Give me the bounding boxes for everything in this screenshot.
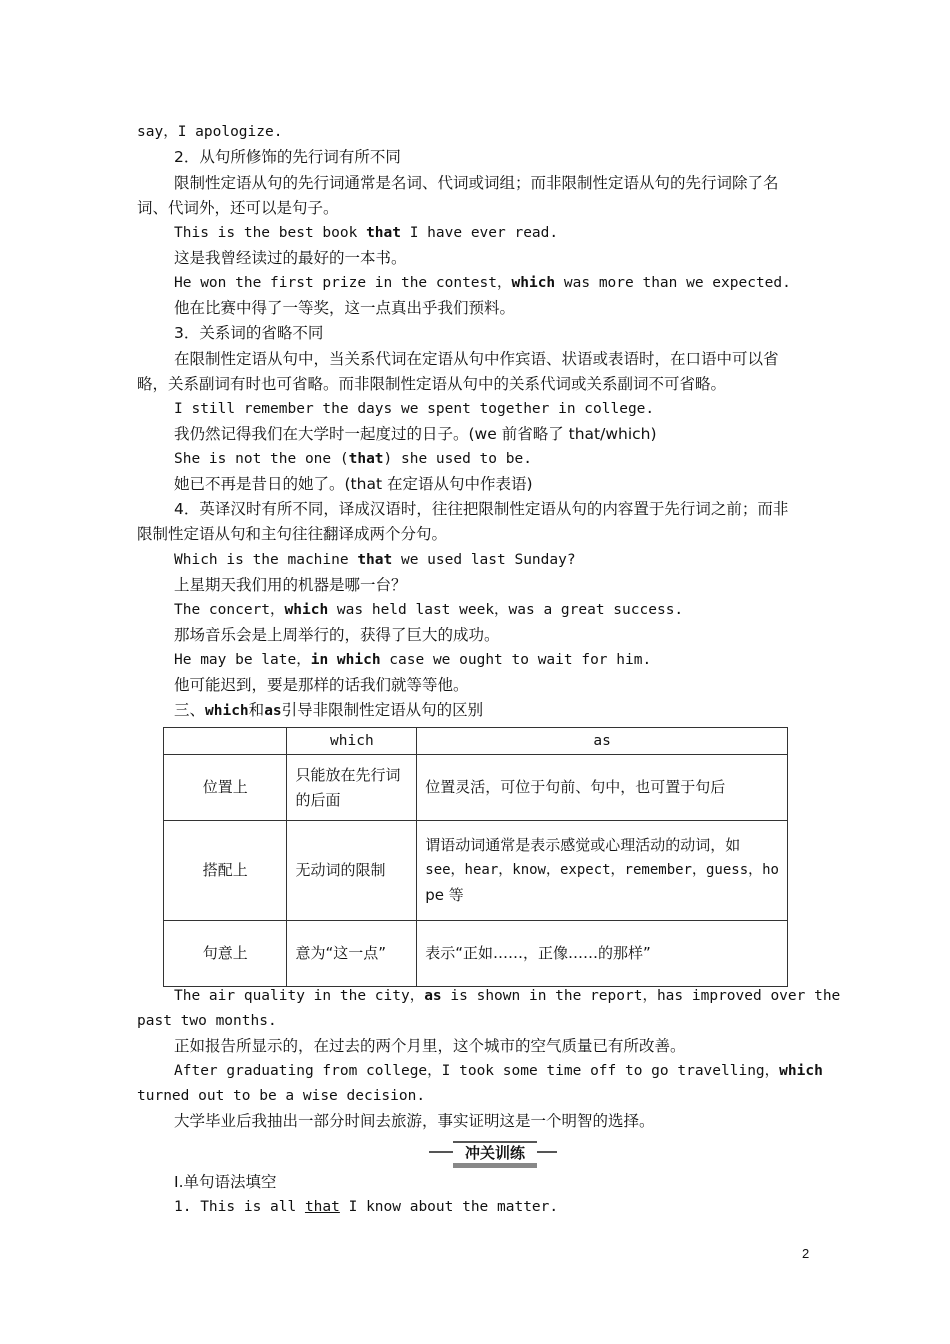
translation: 他在比赛中得了一等奖，这一点真出乎我们预料。 xyxy=(174,299,516,317)
text-line: say，I apologize. xyxy=(137,124,283,140)
example-sentence xyxy=(174,648,817,673)
table-cell: 无动词的限制 xyxy=(287,821,417,921)
text: After graduating from college，I took some time off to go travelling， xyxy=(174,1063,780,1079)
keyword: that xyxy=(348,451,384,467)
example-sentence xyxy=(174,1059,823,1084)
table-cell xyxy=(417,821,788,921)
example-sentence: past two months. xyxy=(137,1013,277,1029)
page-number: 2 xyxy=(802,1246,810,1261)
answer-blank: that xyxy=(304,1199,340,1215)
translation: 上星期天我们用的机器是哪一台？ xyxy=(174,576,407,594)
keyword: as xyxy=(424,988,442,1004)
text: The concert， xyxy=(174,602,285,618)
section-heading: 3．关系词的省略不同 xyxy=(174,324,324,342)
banner-label: 冲关训练 xyxy=(453,1141,537,1168)
text: The air quality in the city， xyxy=(174,988,425,1004)
text: I have ever read. xyxy=(400,225,559,241)
translation: 我仍然记得我们在大学时一起度过的日子。(we 前省略了 that/which) xyxy=(174,425,657,443)
comparison-table xyxy=(163,727,788,987)
banner-rule-right xyxy=(537,1151,557,1153)
keyword: that xyxy=(366,225,401,241)
keyword: in which xyxy=(310,652,381,668)
table-row-head: 句意上 xyxy=(164,921,287,987)
banner-rule-left xyxy=(429,1151,453,1153)
text: 1. This is all xyxy=(174,1199,305,1215)
text: I know about the matter. xyxy=(339,1199,559,1215)
text: is shown in the report，has improved over the xyxy=(441,988,841,1004)
example-sentence xyxy=(174,271,817,296)
translation: 他可能迟到，要是那样的话我们就等等他。 xyxy=(174,676,469,694)
section-heading xyxy=(174,698,817,724)
cell-line: pe 等 xyxy=(425,886,464,904)
example-sentence xyxy=(174,598,817,623)
text: 和 xyxy=(248,701,265,719)
table-header-cell: which xyxy=(287,728,417,755)
translation: 那场音乐会是上周举行的，获得了巨大的成功。 xyxy=(174,626,500,644)
table-row xyxy=(164,921,788,987)
cell-line: 谓语动词通常是表示感觉或心理活动的动词，如 xyxy=(425,836,741,854)
keyword: which xyxy=(779,1063,823,1079)
table-row-head: 搭配上 xyxy=(164,821,287,921)
cell-line: see，hear，know，expect，remember，guess，ho xyxy=(425,862,779,878)
example-sentence xyxy=(174,221,817,246)
translation: 她已不再是昔日的她了。(that 在定语从句中作表语) xyxy=(174,475,533,493)
translation: 大学毕业后我抽出一部分时间去旅游，事实证明这是一个明智的选择。 xyxy=(174,1112,655,1130)
exercise-section-title: Ⅰ.单句语法填空 xyxy=(174,1173,277,1191)
table-row-head: 位置上 xyxy=(164,755,287,821)
text: He won the first prize in the contest， xyxy=(174,275,512,291)
exercise-question xyxy=(174,1195,817,1220)
keyword: which xyxy=(511,275,556,291)
section-heading: 4．英译汉时有所不同，译成汉语时，往往把限制性定语从句的内容置于先行词之前；而非 xyxy=(174,500,789,518)
example-sentence: I still remember the days we spent together in college. xyxy=(174,401,655,417)
table-cell: 表示“正如……，正像……的那样” xyxy=(417,921,788,987)
table-row xyxy=(164,821,788,921)
table-cell xyxy=(164,728,287,755)
text-line: 略，关系副词有时也可省略。而非限制性定语从句中的关系代词或关系副词不可省略。 xyxy=(137,375,727,393)
text: case we ought to wait for him. xyxy=(380,652,652,668)
text: 三、 xyxy=(174,701,206,719)
table-cell: 只能放在先行词的后面 xyxy=(287,755,417,821)
text: He may be late， xyxy=(174,652,311,668)
text: ) she used to be. xyxy=(383,451,532,467)
table-cell: 位置灵活，可位于句前、句中，也可置于句后 xyxy=(417,755,788,821)
text: She is not the one ( xyxy=(174,451,349,467)
example-sentence xyxy=(174,447,817,472)
keyword: which xyxy=(284,602,329,618)
section-heading: 2．从句所修饰的先行词有所不同 xyxy=(174,148,401,166)
text-line: 在限制性定语从句中，当关系代词在定语从句中作宾语、状语或表语时，在口语中可以省 xyxy=(174,350,779,368)
text: we used last Sunday? xyxy=(392,552,576,568)
practice-banner xyxy=(429,1139,557,1165)
example-sentence xyxy=(174,984,841,1009)
keyword: as xyxy=(264,703,282,719)
text: This is the best book xyxy=(174,225,367,241)
table-header-row xyxy=(164,728,788,755)
table-row xyxy=(164,755,788,821)
text-line: 限制性定语从句和主句往往翻译成两个分句。 xyxy=(137,525,448,543)
keyword: that xyxy=(357,552,393,568)
table-header-cell: as xyxy=(417,728,788,755)
text-line: 词、代词外，还可以是句子。 xyxy=(137,199,339,217)
example-sentence: turned out to be a wise decision. xyxy=(137,1088,426,1104)
text: Which is the machine xyxy=(174,552,358,568)
text: 引导非限制性定语从句的区别 xyxy=(281,701,484,719)
keyword: which xyxy=(205,703,249,719)
text: was more than we expected. xyxy=(555,275,791,291)
translation: 这是我曾经读过的最好的一本书。 xyxy=(174,249,407,267)
text-line: 限制性定语从句的先行词通常是名词、代词或词组；而非限制性定语从句的先行词除了名 xyxy=(174,174,779,192)
text: was held last week，was a great success. xyxy=(328,602,684,618)
translation: 正如报告所显示的，在过去的两个月里，这个城市的空气质量已有所改善。 xyxy=(174,1037,686,1055)
example-sentence xyxy=(174,548,817,573)
table-cell: 意为“这一点” xyxy=(287,921,417,987)
